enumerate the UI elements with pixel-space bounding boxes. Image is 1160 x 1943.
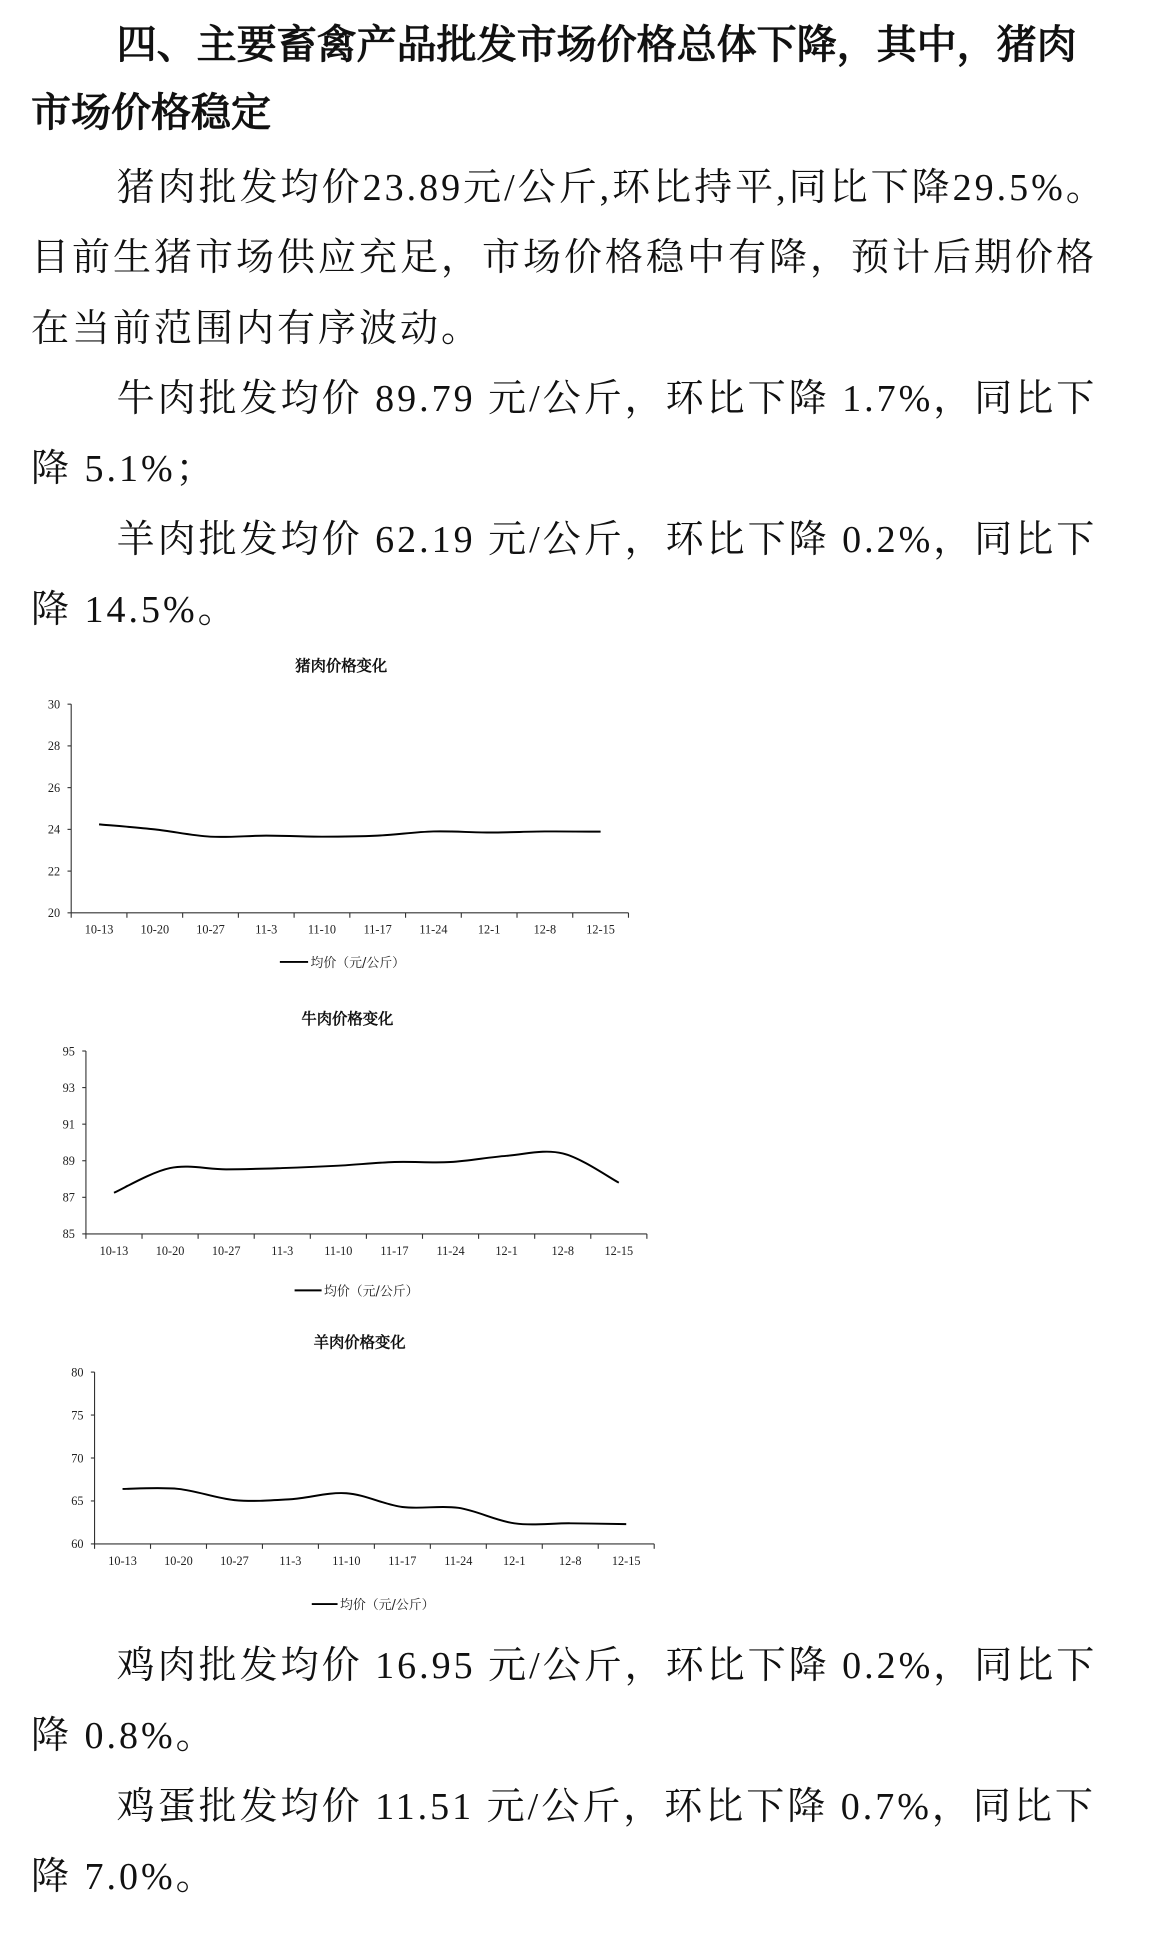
x-tick-label: 12-1 [477,923,501,938]
paragraph-line: 鸡蛋批发均价 11.51 元/公斤，环比下降 0.7%，同比下 [116,1785,1096,1828]
y-tick-label: 80 [71,1365,84,1380]
chart-legend [312,1598,435,1613]
y-tick-label: 28 [47,739,61,754]
pork-price-chart [0,644,687,982]
beef-price-chart [0,997,687,1310]
y-tick-label: 24 [47,823,61,838]
legend-label: 均价（元/公斤） [310,956,406,972]
mutton-price-paragraph [31,505,1097,646]
paragraph-line: 降 7.0%。 [31,1856,217,1899]
paragraph-line: 降 0.8%。 [31,1715,217,1758]
chart-legend [295,1284,419,1299]
y-tick-label: 30 [47,697,61,712]
x-tick-label: 10-13 [84,923,114,938]
y-tick-label: 89 [62,1153,75,1168]
y-tick-label: 85 [62,1226,75,1241]
mutton-price-chart [0,1323,687,1624]
x-tick-label: 11-17 [380,1243,409,1258]
section-heading [31,12,1077,147]
series-line [99,825,601,838]
plot-area [63,1044,647,1257]
x-tick-label: 12-15 [586,923,615,938]
x-tick-label: 11-10 [332,1553,361,1568]
y-tick-label: 26 [47,781,61,796]
pork-price-paragraph [31,153,1107,365]
chicken-price-paragraph [31,1631,1097,1772]
x-tick-label: 10-13 [99,1243,129,1258]
x-tick-label: 12-15 [604,1243,634,1258]
x-tick-label: 11-17 [363,923,392,938]
x-tick-label: 12-8 [551,1243,574,1258]
x-tick-label: 12-15 [611,1553,641,1568]
legend-label: 均价（元/公斤） [340,1598,435,1614]
x-tick-label: 12-1 [503,1553,526,1568]
heading-line: 四、主要畜禽产品批发市场价格总体下降，其中，猪肉 [116,22,1077,68]
y-tick-label: 75 [71,1408,84,1423]
paragraph-line: 目前生猪市场供应充足，市场价格稳中有降，预计后期价格 [31,237,1098,280]
chart-title: 猪肉价格变化 [295,657,388,676]
x-tick-label: 11-17 [388,1553,417,1568]
series-line [114,1151,619,1192]
x-tick-label: 10-20 [164,1553,193,1568]
x-tick-label: 10-27 [220,1553,249,1568]
heading-line: 市场价格稳定 [31,89,271,136]
y-tick-label: 60 [71,1537,84,1552]
plot-area [71,1366,654,1568]
x-tick-label: 11-10 [324,1243,353,1258]
x-tick-label: 10-13 [108,1553,137,1568]
x-tick-label: 12-8 [533,923,557,938]
x-tick-label: 11-24 [436,1243,465,1258]
x-tick-label: 10-27 [196,923,225,938]
legend-label: 均价（元/公斤） [324,1283,419,1299]
paragraph-line: 猪肉批发均价23.89元/公斤,环比持平,同比下降29.5%。 [116,166,1107,209]
chart-title: 羊肉价格变化 [313,1333,406,1352]
paragraph-line: 降 14.5%。 [31,589,239,632]
x-tick-label: 10-27 [211,1243,241,1258]
series-line [123,1488,627,1524]
y-tick-label: 91 [62,1117,75,1132]
x-tick-label: 10-20 [140,923,170,938]
y-tick-label: 87 [62,1190,75,1205]
x-tick-label: 11-24 [444,1553,473,1568]
y-tick-label: 93 [62,1080,75,1095]
x-tick-label: 12-8 [559,1553,582,1568]
x-tick-label: 11-3 [255,923,278,938]
paragraph-line: 鸡肉批发均价 16.95 元/公斤，环比下降 0.2%，同比下 [116,1644,1098,1687]
x-tick-label: 10-20 [155,1243,185,1258]
paragraph-line: 降 5.1%； [31,448,217,491]
x-tick-label: 11-10 [307,923,337,938]
paragraph-line: 牛肉批发均价 89.79 元/公斤，环比下降 1.7%，同比下 [116,377,1098,420]
y-tick-label: 95 [62,1043,75,1058]
beef-price-paragraph [31,364,1097,505]
y-tick-label: 70 [71,1451,84,1466]
chart-legend [280,956,405,971]
x-tick-label: 11-24 [419,923,448,938]
y-tick-label: 65 [71,1494,84,1509]
plot-area [48,698,629,937]
x-tick-label: 11-3 [279,1553,302,1568]
x-tick-label: 11-3 [271,1243,294,1258]
paragraph-line: 羊肉批发均价 62.19 元/公斤，环比下降 0.2%，同比下 [116,518,1098,561]
y-tick-label: 20 [47,906,61,921]
paragraph-line: 在当前范围内有序波动。 [31,307,483,350]
x-tick-label: 12-1 [495,1243,518,1258]
egg-price-paragraph [31,1772,1096,1913]
chart-title: 牛肉价格变化 [301,1009,394,1028]
y-tick-label: 22 [47,864,61,879]
